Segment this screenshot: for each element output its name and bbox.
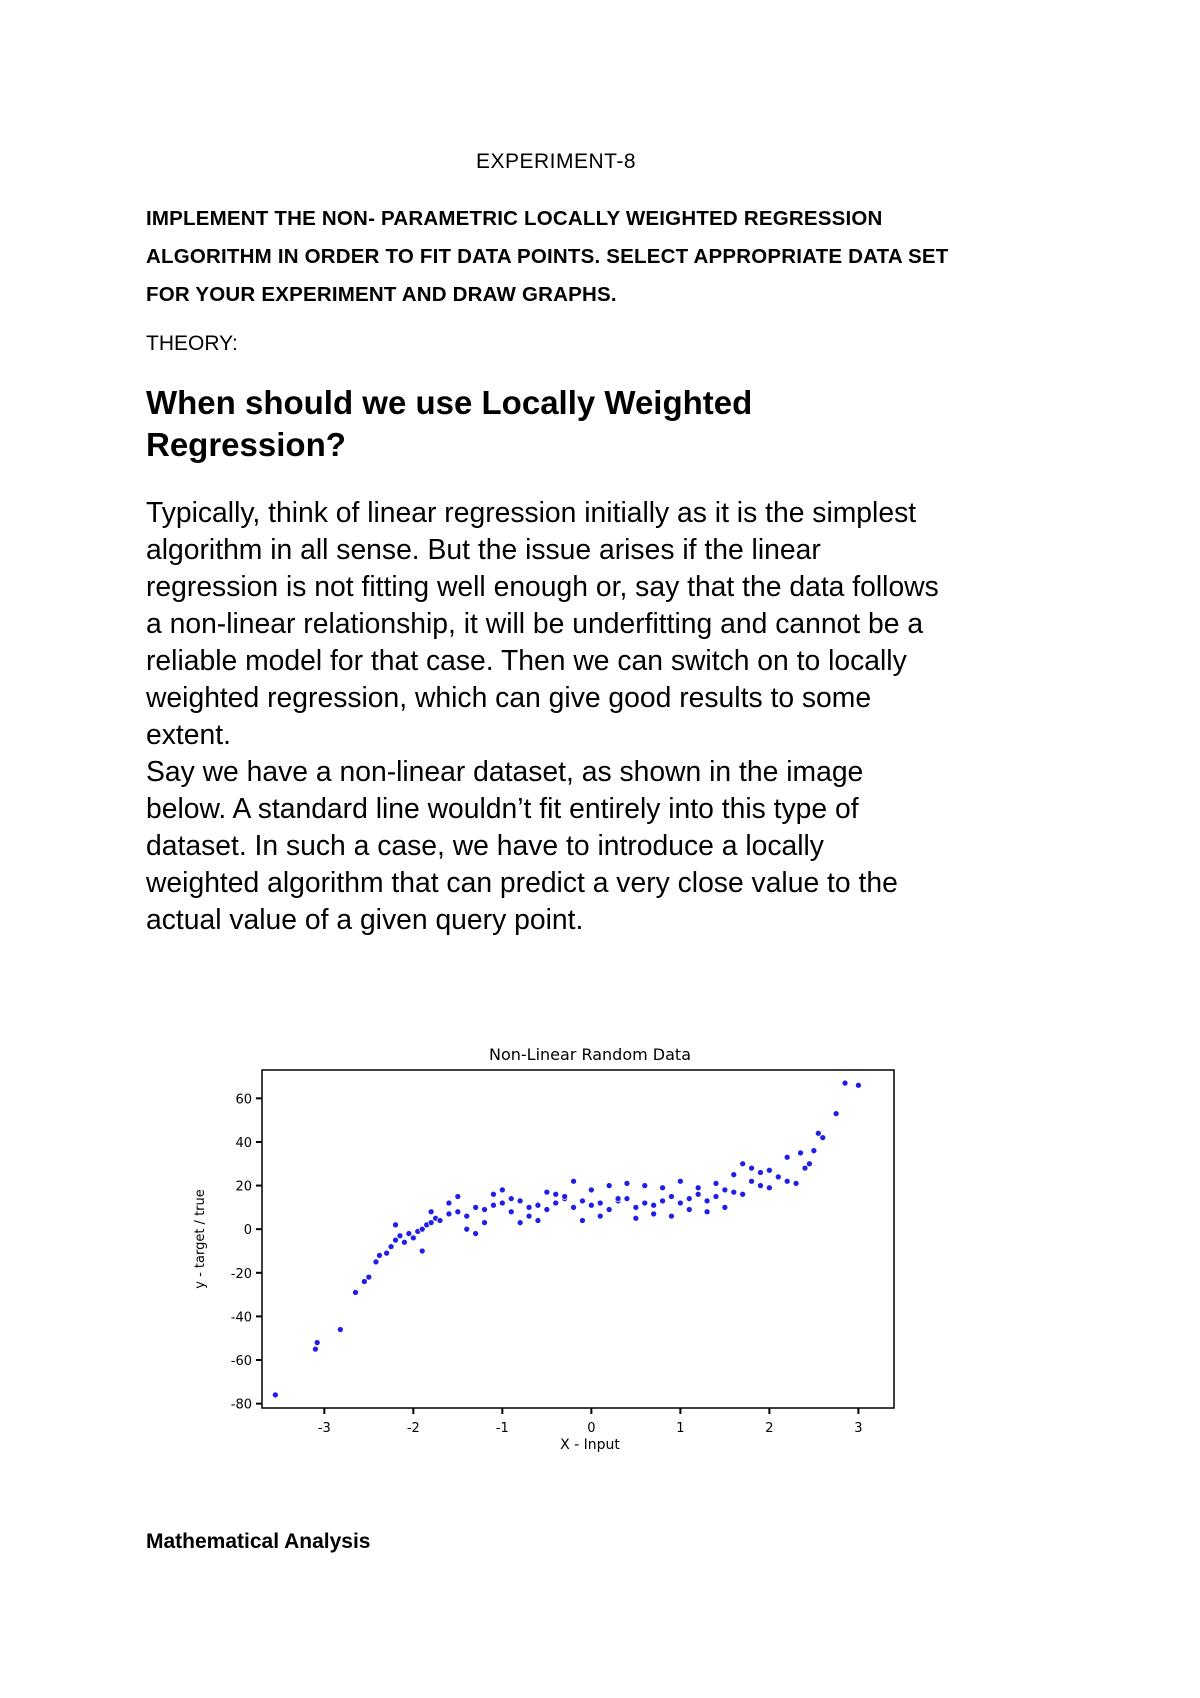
text-line: weighted regression, which can give good results to some [146,681,872,713]
data-point [606,1183,612,1189]
data-point [473,1231,479,1237]
x-tick-label: -2 [406,1421,420,1436]
data-point [571,1178,577,1184]
x-tick-label: 1 [676,1421,685,1436]
data-points [272,1080,861,1398]
data-point [535,1202,541,1208]
data-point [798,1150,804,1156]
data-point [633,1204,639,1210]
data-point [455,1209,461,1215]
data-point [811,1148,817,1154]
data-point [731,1189,737,1195]
text-line: weighted algorithm that can predict a very close value to the [146,866,898,898]
experiment-title: EXPERIMENT-8 [475,150,637,173]
data-point [597,1200,603,1206]
y-axis-label: y - target / true [193,1189,208,1289]
data-point [526,1204,532,1210]
data-point [686,1207,692,1213]
theory-body [146,494,1086,938]
data-point [446,1200,452,1206]
y-tick-label: -80 [230,1397,252,1413]
data-point [784,1178,790,1184]
data-point [713,1180,719,1186]
data-point [517,1198,523,1204]
text-line: actual value of a given query point. [146,903,584,935]
data-point [384,1250,390,1256]
data-point [820,1135,826,1141]
data-point [401,1239,407,1245]
data-point [731,1172,737,1178]
text-line: a non-linear relationship, it will be underfitting and cannot be a [146,607,924,639]
data-point [704,1209,710,1215]
data-point [366,1274,372,1280]
data-point [517,1220,523,1226]
data-point [784,1154,790,1160]
data-point [713,1193,719,1199]
data-point [544,1207,550,1213]
text-line: Typically, think of linear regression initially as it is the simplest [146,496,917,528]
math-heading: Mathematical Analysis [146,1530,371,1553]
data-point [499,1187,505,1193]
y-tick-label: -20 [230,1266,252,1282]
paragraph-1 [146,494,1086,753]
data-point [352,1289,358,1295]
x-axis [318,1408,863,1436]
data-point [588,1187,594,1193]
data-point [842,1080,848,1086]
data-point [695,1191,701,1197]
y-axis [231,1092,262,1412]
y-tick-label: 20 [235,1179,252,1195]
aim-line: ALGORITHM IN ORDER TO FIT DATA POINTS. SELECT APPROPRIATE DATA SET [146,245,949,268]
data-point [624,1180,630,1186]
y-tick-label: 0 [243,1223,252,1239]
data-point [606,1207,612,1213]
data-point [428,1209,434,1215]
data-point [695,1185,701,1191]
data-point [775,1174,781,1180]
data-point [397,1233,403,1239]
data-point [526,1213,532,1219]
data-point [464,1213,470,1219]
data-point [419,1248,425,1254]
data-point [686,1196,692,1202]
x-tick-label: 2 [765,1421,774,1436]
data-point [312,1346,318,1352]
data-point [633,1215,639,1221]
aim-line: FOR YOUR EXPERIMENT AND DRAW GRAPHS. [146,283,617,306]
x-tick-label: -1 [495,1421,509,1436]
data-point [597,1213,603,1219]
text-line: reliable model for that case. Then we can switch on to locally [146,644,907,676]
data-point [642,1200,648,1206]
data-point [793,1180,799,1186]
y-tick-label: 60 [235,1092,252,1108]
data-point [314,1340,320,1346]
data-point [660,1185,666,1191]
data-point [272,1392,278,1398]
y-tick-label: 40 [235,1135,252,1151]
y-tick-label: -60 [230,1354,252,1370]
data-point [668,1193,674,1199]
text-line: algorithm in all sense. But the issue arises if the linear [146,533,821,565]
data-point [579,1217,585,1223]
data-point [668,1213,674,1219]
text-line: Say we have a non-linear dataset, as shown in the image [146,755,864,787]
data-point [499,1200,505,1206]
chart-title: Non-Linear Random Data [488,1045,692,1064]
data-point [660,1198,666,1204]
data-point [473,1204,479,1210]
plot-frame [262,1070,894,1408]
aim-statement [146,200,1086,314]
data-point [571,1204,577,1210]
x-tick-label: 0 [587,1421,596,1436]
data-point [766,1185,772,1191]
theory-label: THEORY: [146,332,238,355]
data-point [482,1207,488,1213]
paragraph-2 [146,753,1086,938]
data-point [482,1220,488,1226]
data-point [833,1111,839,1117]
data-point [393,1222,399,1228]
data-point [455,1193,461,1199]
data-point [806,1161,812,1167]
data-point [757,1169,763,1175]
data-point [388,1244,394,1250]
section-heading [146,382,1046,466]
data-point [553,1191,559,1197]
data-point [651,1211,657,1217]
data-point [410,1235,416,1241]
data-point [562,1193,568,1199]
data-point [446,1211,452,1217]
data-point [464,1226,470,1232]
data-point [437,1217,443,1223]
x-tick-label: -3 [317,1421,331,1436]
data-point [749,1165,755,1171]
data-point [624,1196,630,1202]
data-point [704,1198,710,1204]
data-point [376,1252,382,1258]
data-point [337,1326,343,1332]
data-point [544,1189,550,1195]
text-line: regression is not fitting well enough or, say that the data follows [146,570,939,602]
data-point [722,1187,728,1193]
text-line: dataset. In such a case, we have to introduce a locally [146,829,824,861]
data-point [651,1202,657,1208]
data-point [490,1202,496,1208]
text-line: extent. [146,718,231,750]
data-point [579,1198,585,1204]
data-point [677,1178,683,1184]
data-point [749,1178,755,1184]
heading-line: When should we use Locally Weighted [146,384,753,421]
data-point [722,1204,728,1210]
x-axis-label: X - Input [560,1437,620,1453]
data-point [490,1191,496,1197]
data-point [553,1200,559,1206]
data-point [740,1161,746,1167]
y-tick-label: -40 [230,1310,252,1326]
data-point [677,1200,683,1206]
data-point [508,1196,514,1202]
data-point [757,1183,763,1189]
data-point [855,1082,861,1088]
data-point [740,1191,746,1197]
data-point [373,1259,379,1265]
text-line: below. A standard line wouldn’t fit entirely into this type of [146,792,859,824]
data-point [615,1196,621,1202]
x-tick-label: 3 [854,1421,863,1436]
heading-line: Regression? [146,426,346,463]
scatter-chart [180,1035,900,1455]
aim-line: IMPLEMENT THE NON- PARAMETRIC LOCALLY WEIGHTED REGRESSION [146,207,883,230]
data-point [642,1183,648,1189]
data-point [766,1167,772,1173]
data-point [508,1209,514,1215]
data-point [535,1217,541,1223]
data-point [588,1202,594,1208]
